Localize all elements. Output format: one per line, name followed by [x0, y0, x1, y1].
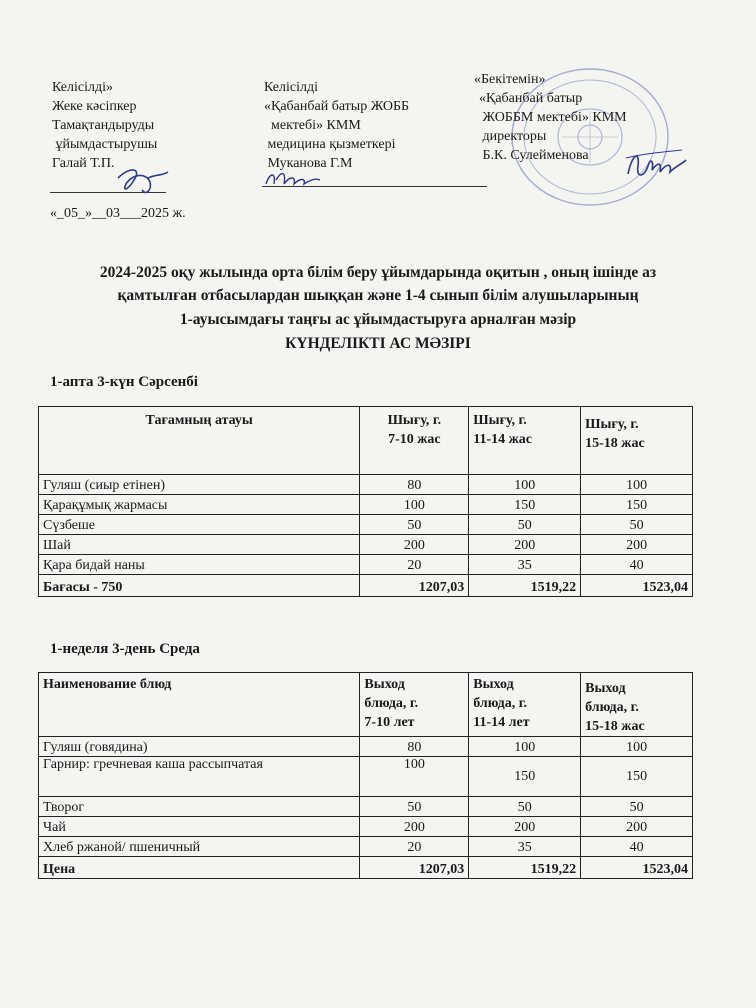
portion-15-18: 100	[581, 475, 693, 495]
portion-11-14: 200	[469, 535, 581, 555]
ru-menu-table	[38, 672, 693, 879]
approval-middle-line: мектебі» КММ	[264, 118, 361, 133]
signature-left	[112, 160, 172, 200]
portion-15-18: 40	[581, 837, 693, 857]
approval-left-line: Жеке кәсіпкер	[52, 99, 137, 114]
portion-15-18: 40	[581, 555, 693, 575]
table-total-row	[39, 857, 693, 879]
table-row	[39, 535, 693, 555]
approval-date: «_05_»__03___2025 ж.	[50, 206, 186, 221]
portion-11-14: 50	[469, 515, 581, 535]
approval-middle-line: Муканова Г.М	[264, 156, 353, 171]
portion-15-18: 150	[581, 757, 693, 797]
portion-7-10: 100	[360, 495, 469, 515]
signature-right	[622, 144, 692, 190]
price-7-10: 1207,03	[360, 575, 469, 597]
column-header: Шығу, г. 15-18 жас	[581, 407, 693, 475]
table-row	[39, 555, 693, 575]
portion-7-10: 80	[360, 737, 469, 757]
column-header: Выход блюда, г. 11-14 лет	[469, 673, 581, 737]
dish-name: Гарнир: гречневая каша рассыпчатая	[39, 757, 360, 797]
portion-15-18: 150	[581, 495, 693, 515]
table-header-row	[39, 407, 693, 475]
approval-left-line: Тамақтандыруды	[52, 118, 155, 133]
kz-menu-table	[38, 406, 693, 597]
price-15-18: 1523,04	[581, 857, 693, 879]
portion-7-10: 50	[360, 515, 469, 535]
portion-11-14: 35	[469, 555, 581, 575]
portion-11-14: 100	[469, 737, 581, 757]
column-header: Шығу, г. 11-14 жас	[469, 407, 581, 475]
approval-right-line: «Бекітемін»	[474, 72, 546, 87]
portion-7-10: 80	[360, 475, 469, 495]
price-label: Цена	[39, 857, 360, 879]
dish-name: Қарақұмық жармасы	[39, 495, 360, 515]
dish-name: Сүзбеше	[39, 515, 360, 535]
portion-11-14: 50	[469, 797, 581, 817]
portion-15-18: 50	[581, 515, 693, 535]
table-total-row	[39, 575, 693, 597]
price-15-18: 1523,04	[581, 575, 693, 597]
ru-section-heading: 1-неделя 3-день Среда	[50, 641, 200, 657]
table-row	[39, 495, 693, 515]
kz-section-heading: 1-апта 3-күн Сәрсенбі	[50, 374, 198, 390]
dish-name: Шай	[39, 535, 360, 555]
column-header: Шығу, г. 7-10 жас	[360, 407, 469, 475]
approval-left-line: ұйымдастырушы	[52, 137, 158, 152]
portion-11-14: 35	[469, 837, 581, 857]
price-11-14: 1519,22	[469, 857, 581, 879]
approval-middle-line: Келісілді	[264, 80, 318, 95]
approval-left-line: Галай Т.П.	[52, 156, 115, 171]
table-row	[39, 797, 693, 817]
dish-name: Хлеб ржаной/ пшеничный	[39, 837, 360, 857]
portion-11-14: 150	[469, 757, 581, 797]
portion-7-10: 100	[360, 757, 469, 797]
dish-name: Гуляш (говядина)	[39, 737, 360, 757]
menu-title-line-2: қамтылған отбасылардан шыққан және 1-4 сынып білім алушыларының	[117, 287, 639, 304]
approval-middle-line: медицина қызметкері	[264, 137, 396, 152]
table-row	[39, 515, 693, 535]
portion-7-10: 20	[360, 837, 469, 857]
portion-7-10: 50	[360, 797, 469, 817]
approval-middle-line: «Қабанбай батыр ЖОББ	[264, 99, 410, 114]
approval-block-middle	[264, 78, 409, 173]
price-11-14: 1519,22	[469, 575, 581, 597]
column-header: Тағамның атауы	[39, 407, 360, 475]
table-row	[39, 837, 693, 857]
approval-right-line: ЖОББМ мектебі» КММ	[472, 110, 627, 125]
dish-name: Гуляш (сиыр етінен)	[39, 475, 360, 495]
approval-right-line: Б.К. Сулейменова	[472, 148, 589, 163]
portion-15-18: 200	[581, 817, 693, 837]
dish-name: Чай	[39, 817, 360, 837]
dish-name: Қара бидай наны	[39, 555, 360, 575]
approval-block-left	[52, 78, 157, 173]
portion-7-10: 20	[360, 555, 469, 575]
portion-11-14: 100	[469, 475, 581, 495]
dish-name: Творог	[39, 797, 360, 817]
menu-title-line-1: 2024-2025 оқу жылында орта білім беру ұйымдарында оқитын , оның ішінде аз	[99, 264, 657, 281]
table-header-row	[39, 673, 693, 737]
portion-15-18: 200	[581, 535, 693, 555]
menu-title-line-3: 1-ауысымдағы таңғы ас ұйымдастыруға арналған мәзір	[179, 311, 577, 328]
portion-7-10: 200	[360, 535, 469, 555]
portion-7-10: 200	[360, 817, 469, 837]
approval-right-line: «Қабанбай батыр	[472, 91, 583, 106]
price-label: Бағасы - 750	[39, 575, 360, 597]
table-row	[39, 737, 693, 757]
column-header: Наименование блюд	[39, 673, 360, 737]
approval-right-line: директоры	[472, 129, 547, 144]
portion-15-18: 100	[581, 737, 693, 757]
signature-middle	[262, 166, 322, 192]
portion-15-18: 50	[581, 797, 693, 817]
column-header: Выход блюда, г. 7-10 лет	[360, 673, 469, 737]
price-7-10: 1207,03	[360, 857, 469, 879]
portion-11-14: 150	[469, 495, 581, 515]
menu-title-line-4: КҮНДЕЛІКТІ АС МӘЗІРІ	[285, 335, 471, 352]
column-header: Выход блюда, г. 15-18 жас	[581, 673, 693, 737]
table-row	[39, 817, 693, 837]
approval-left-line: Келісілді»	[52, 80, 113, 95]
portion-11-14: 200	[469, 817, 581, 837]
table-row	[39, 475, 693, 495]
table-row	[39, 757, 693, 797]
approval-block-right	[472, 70, 627, 165]
